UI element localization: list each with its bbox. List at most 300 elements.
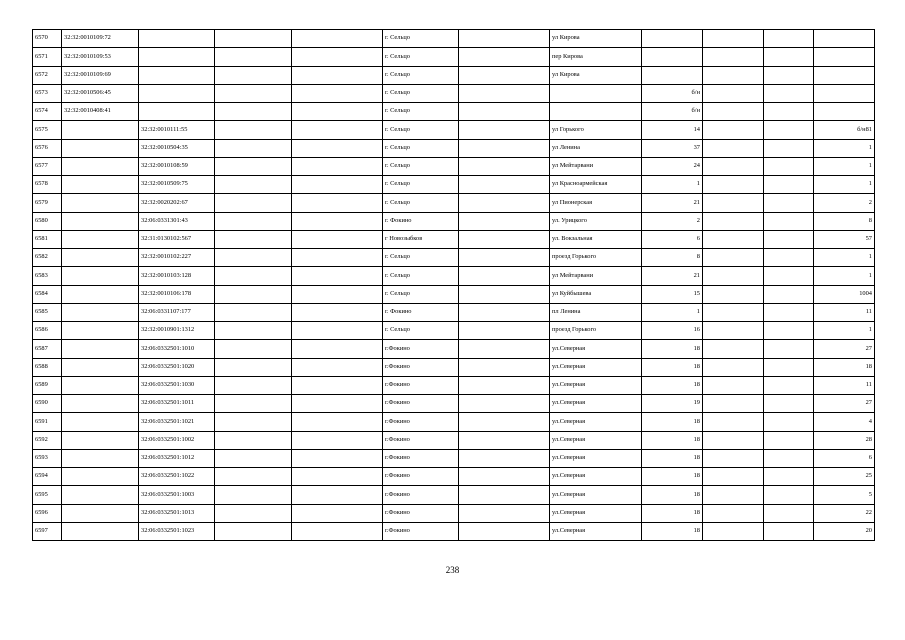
cadastral-number-alt-cell: 32:06:0332501:1022 [139, 468, 215, 486]
empty-cell [292, 358, 383, 376]
empty-cell [215, 449, 292, 467]
table-row [33, 303, 875, 321]
empty-cell [292, 522, 383, 540]
empty-cell [764, 285, 814, 303]
cadastral-number-alt-cell: 32:06:0332501:1021 [139, 413, 215, 431]
empty-cell [459, 249, 550, 267]
empty-cell [215, 322, 292, 340]
empty-cell [459, 121, 550, 139]
cadastral-number-cell [62, 486, 139, 504]
apartment-number-cell: 22 [814, 504, 875, 522]
empty-cell [215, 504, 292, 522]
house-number-cell: 18 [642, 431, 703, 449]
empty-cell [459, 468, 550, 486]
locality-cell: г. Сельцо [383, 103, 459, 121]
locality-cell: г. Сельцо [383, 121, 459, 139]
empty-cell [764, 431, 814, 449]
cadastral-number-cell [62, 121, 139, 139]
cadastral-number-cell [62, 504, 139, 522]
table-row [33, 66, 875, 84]
row-number-cell: 6570 [33, 30, 62, 48]
table-row [33, 84, 875, 102]
locality-cell: г.Фокино [383, 413, 459, 431]
empty-cell [703, 194, 764, 212]
cadastral-number-alt-cell: 32:32:0010102:227 [139, 249, 215, 267]
empty-cell [764, 376, 814, 394]
apartment-number-cell: 28 [814, 431, 875, 449]
table-row [33, 376, 875, 394]
cadastral-number-alt-cell [139, 30, 215, 48]
empty-cell [703, 285, 764, 303]
house-number-cell: 18 [642, 449, 703, 467]
locality-cell: г. Сельцо [383, 157, 459, 175]
empty-cell [459, 285, 550, 303]
cadastral-number-alt-cell: 32:32:0010108:59 [139, 157, 215, 175]
locality-cell: г. Сельцо [383, 139, 459, 157]
locality-cell: г.Фокино [383, 431, 459, 449]
cadastral-number-alt-cell: 32:06:0332501:1012 [139, 449, 215, 467]
empty-cell [764, 358, 814, 376]
empty-cell [764, 468, 814, 486]
empty-cell [764, 103, 814, 121]
cadastral-number-alt-cell [139, 84, 215, 102]
table-row [33, 249, 875, 267]
house-number-cell: 15 [642, 285, 703, 303]
cadastral-number-alt-cell: 32:06:0332501:1003 [139, 486, 215, 504]
empty-cell [292, 322, 383, 340]
cadastral-number-cell: 32:32:0010109:53 [62, 48, 139, 66]
cadastral-number-alt-cell: 32:06:0332501:1023 [139, 522, 215, 540]
locality-cell: г.Фокино [383, 522, 459, 540]
empty-cell [764, 66, 814, 84]
row-number-cell: 6575 [33, 121, 62, 139]
empty-cell [215, 84, 292, 102]
row-number-cell: 6595 [33, 486, 62, 504]
table-row [33, 267, 875, 285]
row-number-cell: 6581 [33, 230, 62, 248]
street-cell: ул.Северная [550, 395, 642, 413]
cadastral-number-cell [62, 230, 139, 248]
empty-cell [764, 449, 814, 467]
empty-cell [703, 139, 764, 157]
table-row [33, 395, 875, 413]
empty-cell [764, 230, 814, 248]
cadastral-number-alt-cell: 32:06:0331107:177 [139, 303, 215, 321]
table-row [33, 358, 875, 376]
cadastral-number-cell: 32:32:0010109:69 [62, 66, 139, 84]
cadastral-number-cell [62, 303, 139, 321]
empty-cell [703, 30, 764, 48]
street-cell: ул Кирова [550, 30, 642, 48]
table-row [33, 449, 875, 467]
cadastral-number-cell [62, 139, 139, 157]
empty-cell [459, 340, 550, 358]
empty-cell [703, 413, 764, 431]
locality-cell: г.Фокино [383, 449, 459, 467]
table-row [33, 431, 875, 449]
empty-cell [764, 84, 814, 102]
empty-cell [459, 212, 550, 230]
house-number-cell: 21 [642, 267, 703, 285]
street-cell: ул.Северная [550, 468, 642, 486]
registry-table [32, 29, 875, 541]
apartment-number-cell: 11 [814, 376, 875, 394]
empty-cell [215, 303, 292, 321]
empty-cell [292, 413, 383, 431]
empty-cell [459, 139, 550, 157]
empty-cell [703, 121, 764, 139]
empty-cell [292, 340, 383, 358]
cadastral-number-cell [62, 413, 139, 431]
row-number-cell: 6594 [33, 468, 62, 486]
row-number-cell: 6573 [33, 84, 62, 102]
locality-cell: г. Фокино [383, 303, 459, 321]
house-number-cell: 24 [642, 157, 703, 175]
row-number-cell: 6597 [33, 522, 62, 540]
empty-cell [215, 522, 292, 540]
street-cell [550, 103, 642, 121]
table-row [33, 522, 875, 540]
empty-cell [215, 176, 292, 194]
apartment-number-cell: 1 [814, 176, 875, 194]
empty-cell [459, 48, 550, 66]
empty-cell [292, 249, 383, 267]
locality-cell: г. Сельцо [383, 267, 459, 285]
house-number-cell: 18 [642, 468, 703, 486]
empty-cell [459, 103, 550, 121]
house-number-cell: 16 [642, 322, 703, 340]
empty-cell [292, 66, 383, 84]
table-row [33, 340, 875, 358]
empty-cell [764, 139, 814, 157]
empty-cell [215, 395, 292, 413]
street-cell: ул.Северная [550, 449, 642, 467]
cadastral-number-cell [62, 267, 139, 285]
empty-cell [703, 376, 764, 394]
apartment-number-cell: 11 [814, 303, 875, 321]
street-cell: пл Ленина [550, 303, 642, 321]
empty-cell [215, 139, 292, 157]
empty-cell [292, 103, 383, 121]
row-number-cell: 6572 [33, 66, 62, 84]
empty-cell [292, 176, 383, 194]
row-number-cell: 6585 [33, 303, 62, 321]
street-cell: ул.Северная [550, 486, 642, 504]
row-number-cell: 6582 [33, 249, 62, 267]
table-row [33, 194, 875, 212]
table-row [33, 413, 875, 431]
locality-cell: г.Фокино [383, 395, 459, 413]
street-cell: ул. Урицкого [550, 212, 642, 230]
cadastral-number-cell [62, 176, 139, 194]
apartment-number-cell: 4 [814, 413, 875, 431]
row-number-cell: 6592 [33, 431, 62, 449]
empty-cell [764, 267, 814, 285]
apartment-number-cell [814, 30, 875, 48]
empty-cell [764, 30, 814, 48]
empty-cell [292, 449, 383, 467]
cadastral-number-alt-cell: 32:32:0010103:128 [139, 267, 215, 285]
row-number-cell: 6591 [33, 413, 62, 431]
table-row [33, 230, 875, 248]
cadastral-number-alt-cell: 32:32:0010111:55 [139, 121, 215, 139]
cadastral-number-cell [62, 449, 139, 467]
empty-cell [703, 449, 764, 467]
house-number-cell: 37 [642, 139, 703, 157]
empty-cell [703, 322, 764, 340]
empty-cell [764, 486, 814, 504]
house-number-cell: 8 [642, 249, 703, 267]
row-number-cell: 6589 [33, 376, 62, 394]
empty-cell [703, 267, 764, 285]
empty-cell [459, 322, 550, 340]
locality-cell: г. Сельцо [383, 48, 459, 66]
row-number-cell: 6576 [33, 139, 62, 157]
empty-cell [215, 376, 292, 394]
cadastral-number-alt-cell: 32:06:0332501:1020 [139, 358, 215, 376]
cadastral-number-alt-cell [139, 103, 215, 121]
row-number-cell: 6578 [33, 176, 62, 194]
locality-cell: г.Фокино [383, 486, 459, 504]
table-row [33, 48, 875, 66]
street-cell: ул.Северная [550, 504, 642, 522]
locality-cell: г.Фокино [383, 340, 459, 358]
cadastral-number-alt-cell: 32:06:0332501:1011 [139, 395, 215, 413]
cadastral-number-alt-cell: 32:06:0331301:43 [139, 212, 215, 230]
empty-cell [764, 121, 814, 139]
cadastral-number-cell [62, 322, 139, 340]
empty-cell [703, 431, 764, 449]
table-row [33, 322, 875, 340]
empty-cell [215, 358, 292, 376]
row-number-cell: 6593 [33, 449, 62, 467]
empty-cell [459, 176, 550, 194]
empty-cell [292, 504, 383, 522]
empty-cell [292, 395, 383, 413]
apartment-number-cell: 57 [814, 230, 875, 248]
empty-cell [292, 212, 383, 230]
street-cell [550, 84, 642, 102]
empty-cell [292, 486, 383, 504]
apartment-number-cell: 2 [814, 194, 875, 212]
empty-cell [292, 48, 383, 66]
empty-cell [764, 176, 814, 194]
street-cell: ул Красноармейская [550, 176, 642, 194]
locality-cell: г. Сельцо [383, 322, 459, 340]
street-cell: проезд Горького [550, 249, 642, 267]
table-row [33, 176, 875, 194]
locality-cell: г.Фокино [383, 504, 459, 522]
table-row [33, 285, 875, 303]
locality-cell: г.Фокино [383, 376, 459, 394]
apartment-number-cell: 1 [814, 322, 875, 340]
empty-cell [215, 48, 292, 66]
cadastral-number-alt-cell: 32:06:0332501:1002 [139, 431, 215, 449]
cadastral-number-cell [62, 157, 139, 175]
empty-cell [215, 431, 292, 449]
apartment-number-cell [814, 66, 875, 84]
empty-cell [292, 285, 383, 303]
empty-cell [764, 395, 814, 413]
cadastral-number-alt-cell [139, 48, 215, 66]
cadastral-number-cell [62, 194, 139, 212]
empty-cell [459, 376, 550, 394]
empty-cell [292, 157, 383, 175]
street-cell: проезд Горького [550, 322, 642, 340]
row-number-cell: 6590 [33, 395, 62, 413]
row-number-cell: 6596 [33, 504, 62, 522]
empty-cell [292, 376, 383, 394]
locality-cell: г Новозыбков [383, 230, 459, 248]
apartment-number-cell: 1 [814, 139, 875, 157]
street-cell: ул.Северная [550, 340, 642, 358]
locality-cell: г. Сельцо [383, 176, 459, 194]
empty-cell [703, 486, 764, 504]
empty-cell [703, 504, 764, 522]
house-number-cell: 2 [642, 212, 703, 230]
cadastral-number-cell [62, 285, 139, 303]
locality-cell: г. Сельцо [383, 285, 459, 303]
empty-cell [703, 103, 764, 121]
empty-cell [703, 249, 764, 267]
street-cell: ул Кирова [550, 66, 642, 84]
row-number-cell: 6577 [33, 157, 62, 175]
locality-cell: г. Сельцо [383, 30, 459, 48]
apartment-number-cell: 1 [814, 267, 875, 285]
empty-cell [292, 230, 383, 248]
empty-cell [459, 486, 550, 504]
cadastral-number-alt-cell: 32:32:0010509:75 [139, 176, 215, 194]
empty-cell [292, 468, 383, 486]
house-number-cell: 18 [642, 376, 703, 394]
cadastral-number-alt-cell [139, 66, 215, 84]
empty-cell [215, 66, 292, 84]
empty-cell [703, 358, 764, 376]
table-row [33, 486, 875, 504]
empty-cell [459, 267, 550, 285]
cadastral-number-cell [62, 522, 139, 540]
empty-cell [764, 157, 814, 175]
locality-cell: г.Фокино [383, 358, 459, 376]
empty-cell [764, 504, 814, 522]
empty-cell [292, 30, 383, 48]
apartment-number-cell: 20 [814, 522, 875, 540]
house-number-cell: 18 [642, 486, 703, 504]
apartment-number-cell: 18 [814, 358, 875, 376]
row-number-cell: 6583 [33, 267, 62, 285]
empty-cell [703, 84, 764, 102]
cadastral-number-alt-cell: 32:32:0010106:178 [139, 285, 215, 303]
street-cell: ул Мейтарвани [550, 157, 642, 175]
table-row [33, 468, 875, 486]
empty-cell [459, 157, 550, 175]
house-number-cell: 18 [642, 522, 703, 540]
locality-cell: г.Фокино [383, 468, 459, 486]
empty-cell [215, 249, 292, 267]
empty-cell [764, 303, 814, 321]
empty-cell [459, 504, 550, 522]
apartment-number-cell [814, 84, 875, 102]
house-number-cell [642, 66, 703, 84]
empty-cell [215, 267, 292, 285]
apartment-number-cell [814, 48, 875, 66]
apartment-number-cell: 8 [814, 212, 875, 230]
apartment-number-cell: 1 [814, 249, 875, 267]
empty-cell [459, 358, 550, 376]
street-cell: ул. Вокзальная [550, 230, 642, 248]
house-number-cell: б/н [642, 103, 703, 121]
empty-cell [703, 340, 764, 358]
locality-cell: г. Сельцо [383, 84, 459, 102]
row-number-cell: 6571 [33, 48, 62, 66]
empty-cell [459, 449, 550, 467]
house-number-cell: б/н [642, 84, 703, 102]
empty-cell [703, 468, 764, 486]
empty-cell [215, 413, 292, 431]
apartment-number-cell: 6 [814, 449, 875, 467]
apartment-number-cell: 25 [814, 468, 875, 486]
empty-cell [459, 84, 550, 102]
empty-cell [703, 395, 764, 413]
cadastral-number-cell [62, 212, 139, 230]
registry-table-body [33, 30, 875, 541]
row-number-cell: 6586 [33, 322, 62, 340]
table-row [33, 103, 875, 121]
empty-cell [215, 157, 292, 175]
empty-cell [215, 30, 292, 48]
house-number-cell: 21 [642, 194, 703, 212]
apartment-number-cell [814, 103, 875, 121]
street-cell: ул.Северная [550, 431, 642, 449]
empty-cell [764, 212, 814, 230]
cadastral-number-cell: 32:32:0010408:41 [62, 103, 139, 121]
empty-cell [703, 303, 764, 321]
house-number-cell: 14 [642, 121, 703, 139]
cadastral-number-alt-cell: 32:31:0130102:567 [139, 230, 215, 248]
cadastral-number-alt-cell: 32:06:0332501:1010 [139, 340, 215, 358]
table-row [33, 121, 875, 139]
empty-cell [215, 103, 292, 121]
row-number-cell: 6579 [33, 194, 62, 212]
apartment-number-cell: 5 [814, 486, 875, 504]
apartment-number-cell: 1 [814, 157, 875, 175]
empty-cell [703, 48, 764, 66]
row-number-cell: 6584 [33, 285, 62, 303]
empty-cell [215, 486, 292, 504]
cadastral-number-cell [62, 395, 139, 413]
cadastral-number-cell [62, 431, 139, 449]
house-number-cell: 18 [642, 504, 703, 522]
street-cell: ул.Северная [550, 522, 642, 540]
empty-cell [215, 468, 292, 486]
street-cell: пер Кирова [550, 48, 642, 66]
apartment-number-cell: б/н81 [814, 121, 875, 139]
cadastral-number-cell [62, 376, 139, 394]
empty-cell [459, 194, 550, 212]
empty-cell [764, 249, 814, 267]
street-cell: ул Пионерская [550, 194, 642, 212]
empty-cell [292, 194, 383, 212]
street-cell: ул.Северная [550, 413, 642, 431]
page-number: 238 [445, 565, 460, 575]
house-number-cell: 1 [642, 303, 703, 321]
cadastral-number-cell [62, 468, 139, 486]
cadastral-number-alt-cell: 32:06:0332501:1030 [139, 376, 215, 394]
empty-cell [292, 303, 383, 321]
cadastral-number-alt-cell: 32:06:0332501:1013 [139, 504, 215, 522]
street-cell: ул.Северная [550, 358, 642, 376]
cadastral-number-cell [62, 249, 139, 267]
